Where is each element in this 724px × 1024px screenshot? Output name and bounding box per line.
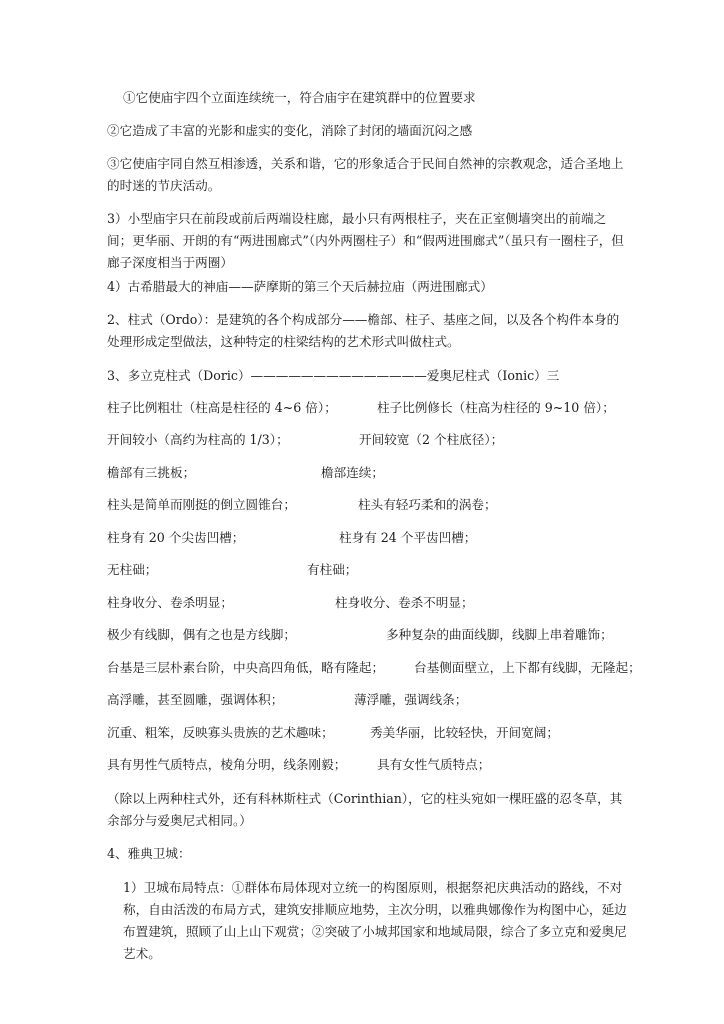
compare-row	[107, 527, 637, 549]
doric-feature: 檐部有三挑板；	[107, 465, 196, 480]
ionic-feature: 柱子比例修长（柱高为柱径的 9~10 倍）；	[377, 400, 615, 415]
doric-feature: 柱子比例粗壮（柱高是柱径的 4~6 倍）；	[107, 400, 337, 415]
paragraph-acropolis-layout: 1）卫城布局特点：①群体布局体现对立统一的构图原则，根据祭祀庆典活动的路线，不对称，自由活泼的布局方式，建筑安排顺应地势，主次分明，以雅典娜像作为构图中心，延边布置建筑，照顾了山上山下观赏；②突破了小城邦国家和地域局限，综合了多立克和爱奥尼艺术。	[123, 880, 627, 961]
paragraph-item-2: ②它造成了丰富的光影和虚实的变化，消除了封闭的墙面沉闷之感	[107, 123, 473, 138]
compare-row	[107, 754, 637, 776]
compare-row	[107, 657, 641, 679]
compare-row	[107, 429, 637, 451]
heading-doric-ionic: 3、多立克柱式（Doric）——————————————爱奥尼柱式（Ionic）三	[107, 368, 560, 383]
ionic-feature: 多种复杂的曲面线脚，线脚上串着雕饰；	[386, 627, 613, 642]
doric-feature: 柱身收分、卷杀明显；	[107, 595, 233, 610]
doric-feature: 柱身有 20 个尖齿凹槽；	[107, 530, 245, 545]
compare-row	[107, 494, 637, 516]
paragraph-order-definition: 2、柱式（Ordo）：是建筑的各个构成部分——檐部、柱子、基座之间，以及各个构件本身的处理形成定型做法，这种特定的柱梁结构的艺术形式叫做柱式。	[107, 312, 620, 349]
paragraph-item-1: ①它使庙宇四个立面连续统一，符合庙宇在建筑群中的位置要求	[123, 90, 476, 105]
ionic-feature: 柱身有 24 个平齿凹槽；	[339, 530, 477, 545]
doric-feature: 具有男性气质特点，棱角分明，线条刚毅；	[107, 757, 347, 772]
heading-athens-acropolis: 4、雅典卫城：	[107, 846, 191, 861]
ionic-feature: 柱身收分、卷杀不明显；	[335, 595, 474, 610]
ionic-feature: 秀美华丽，比较轻快，开间宽阔；	[370, 725, 559, 740]
doric-feature: 开间较小（高约为柱高的 1/3）；	[107, 432, 289, 447]
ionic-feature: 台基侧面壁立，上下都有线脚，无隆起；	[414, 660, 641, 675]
compare-row	[107, 689, 637, 711]
compare-row	[107, 462, 637, 484]
doric-feature: 柱头是简单而刚挺的倒立圆锥台；	[107, 497, 296, 512]
doric-feature: 高浮雕，甚至圆雕，强调体积；	[107, 692, 284, 707]
paragraph-largest-temple: 4）古希腊最大的神庙——萨摩斯的第三个天后赫拉庙（两进围廊式）	[107, 279, 493, 294]
ionic-feature: 柱头有轻巧柔和的涡卷；	[358, 497, 497, 512]
paragraph-item-3: ③它使庙宇同自然互相渗透，关系和谐，它的形象适合于民间自然神的宗教观念，适合圣地上的时迷的节庆活动。	[107, 156, 624, 193]
ionic-feature: 开间较宽（2 个柱底径）；	[359, 432, 504, 447]
ionic-feature: 具有女性气质特点；	[377, 757, 491, 772]
compare-row	[107, 397, 637, 419]
compare-row	[107, 722, 637, 744]
compare-row	[107, 592, 637, 614]
doric-feature: 无柱础；	[107, 562, 158, 577]
doric-feature: 沉重、粗笨，反映寡头贵族的艺术趣味；	[107, 725, 334, 740]
compare-row	[107, 559, 637, 581]
ionic-feature: 有柱础；	[307, 562, 358, 577]
compare-row	[107, 624, 637, 646]
paragraph-small-temples: 3）小型庙宇只在前段或前后两端设柱廊，最小只有两根柱子，夹在正室侧墙突出的前端之间；更华丽、开朗的有“两进围廊式”（内外两圈柱子）和“假两进围廊式”（虽只有一圈柱子，但廊子深度相当于两圈）	[107, 211, 624, 270]
ionic-feature: 檐部连续；	[321, 465, 384, 480]
doric-feature: 台基是三层朴素台阶，中央高四角低，略有隆起；	[107, 660, 385, 675]
doric-feature: 极少有线脚，偶有之也是方线脚；	[107, 627, 296, 642]
ionic-feature: 薄浮雕，强调线条；	[354, 692, 468, 707]
paragraph-corinthian-note: （除以上两种柱式外，还有科林斯柱式（Corinthian），它的柱头宛如一棵旺盛的忍冬草，其余部分与爱奥尼式相同。）	[107, 791, 623, 828]
